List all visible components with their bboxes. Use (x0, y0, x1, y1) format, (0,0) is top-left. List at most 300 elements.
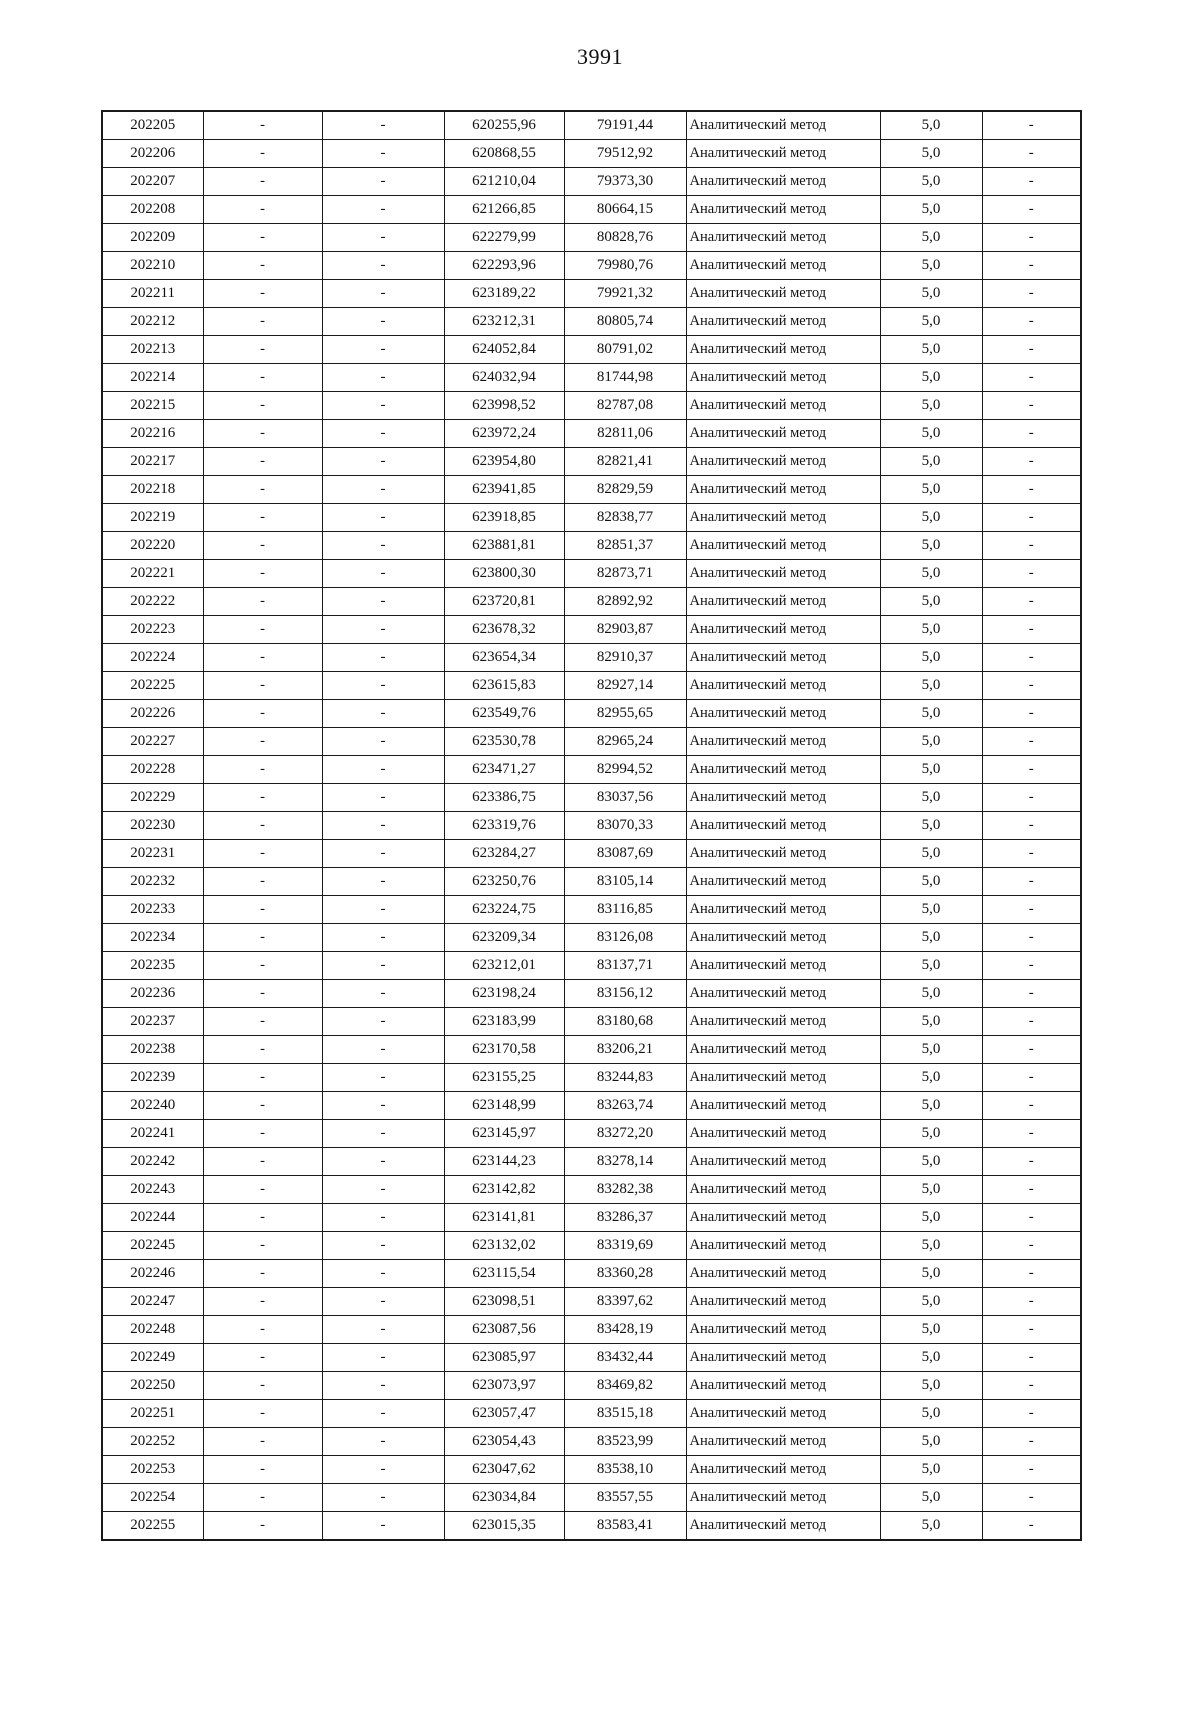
method-cell: Аналитический метод (686, 504, 880, 532)
point-number-cell: 202243 (102, 1176, 203, 1204)
method-cell: Аналитический метод (686, 616, 880, 644)
method-cell: Аналитический метод (686, 672, 880, 700)
accuracy-cell: 5,0 (880, 1344, 982, 1372)
table-row (102, 504, 1081, 532)
table-row (102, 700, 1081, 728)
x-coordinate-cell: 623720,81 (444, 588, 564, 616)
point-number-cell: 202237 (102, 1008, 203, 1036)
y-coordinate-cell: 83037,56 (564, 784, 686, 812)
table-row (102, 308, 1081, 336)
point-number-cell: 202211 (102, 280, 203, 308)
y-coordinate-cell: 83105,14 (564, 868, 686, 896)
empty-value-cell: - (982, 308, 1081, 336)
accuracy-cell: 5,0 (880, 1372, 982, 1400)
empty-value-cell: - (322, 952, 444, 980)
accuracy-cell: 5,0 (880, 280, 982, 308)
accuracy-cell: 5,0 (880, 952, 982, 980)
empty-value-cell: - (322, 1428, 444, 1456)
x-coordinate-cell: 622279,99 (444, 224, 564, 252)
point-number-cell: 202207 (102, 168, 203, 196)
accuracy-cell: 5,0 (880, 728, 982, 756)
table-row (102, 252, 1081, 280)
empty-value-cell: - (203, 1120, 322, 1148)
y-coordinate-cell: 83538,10 (564, 1456, 686, 1484)
method-cell: Аналитический метод (686, 1064, 880, 1092)
method-cell: Аналитический метод (686, 1148, 880, 1176)
table-row (102, 1120, 1081, 1148)
empty-value-cell: - (982, 924, 1081, 952)
empty-value-cell: - (982, 280, 1081, 308)
empty-value-cell: - (982, 980, 1081, 1008)
empty-value-cell: - (982, 168, 1081, 196)
accuracy-cell: 5,0 (880, 1316, 982, 1344)
empty-value-cell: - (982, 868, 1081, 896)
empty-value-cell: - (203, 1204, 322, 1232)
table-row (102, 588, 1081, 616)
empty-value-cell: - (982, 1176, 1081, 1204)
x-coordinate-cell: 623034,84 (444, 1484, 564, 1512)
point-number-cell: 202210 (102, 252, 203, 280)
method-cell: Аналитический метод (686, 1456, 880, 1484)
point-number-cell: 202255 (102, 1512, 203, 1541)
x-coordinate-cell: 623145,97 (444, 1120, 564, 1148)
accuracy-cell: 5,0 (880, 1064, 982, 1092)
empty-value-cell: - (322, 1036, 444, 1064)
empty-value-cell: - (982, 588, 1081, 616)
x-coordinate-cell: 623047,62 (444, 1456, 564, 1484)
accuracy-cell: 5,0 (880, 476, 982, 504)
point-number-cell: 202250 (102, 1372, 203, 1400)
point-number-cell: 202233 (102, 896, 203, 924)
empty-value-cell: - (322, 504, 444, 532)
empty-value-cell: - (322, 1372, 444, 1400)
point-number-cell: 202209 (102, 224, 203, 252)
accuracy-cell: 5,0 (880, 196, 982, 224)
empty-value-cell: - (322, 644, 444, 672)
y-coordinate-cell: 82821,41 (564, 448, 686, 476)
method-cell: Аналитический метод (686, 1344, 880, 1372)
method-cell: Аналитический метод (686, 1428, 880, 1456)
empty-value-cell: - (322, 392, 444, 420)
table-row (102, 476, 1081, 504)
point-number-cell: 202230 (102, 812, 203, 840)
x-coordinate-cell: 623085,97 (444, 1344, 564, 1372)
x-coordinate-cell: 620255,96 (444, 111, 564, 140)
empty-value-cell: - (322, 616, 444, 644)
point-number-cell: 202216 (102, 420, 203, 448)
y-coordinate-cell: 83397,62 (564, 1288, 686, 1316)
accuracy-cell: 5,0 (880, 448, 982, 476)
table-row (102, 532, 1081, 560)
table-row (102, 672, 1081, 700)
empty-value-cell: - (982, 252, 1081, 280)
y-coordinate-cell: 83428,19 (564, 1316, 686, 1344)
x-coordinate-cell: 623319,76 (444, 812, 564, 840)
table-row (102, 896, 1081, 924)
y-coordinate-cell: 79921,32 (564, 280, 686, 308)
empty-value-cell: - (982, 1120, 1081, 1148)
accuracy-cell: 5,0 (880, 1512, 982, 1541)
empty-value-cell: - (322, 700, 444, 728)
point-number-cell: 202214 (102, 364, 203, 392)
empty-value-cell: - (322, 420, 444, 448)
empty-value-cell: - (982, 224, 1081, 252)
empty-value-cell: - (203, 224, 322, 252)
x-coordinate-cell: 623998,52 (444, 392, 564, 420)
y-coordinate-cell: 83583,41 (564, 1512, 686, 1541)
empty-value-cell: - (322, 1120, 444, 1148)
point-number-cell: 202245 (102, 1232, 203, 1260)
y-coordinate-cell: 83523,99 (564, 1428, 686, 1456)
empty-value-cell: - (322, 308, 444, 336)
method-cell: Аналитический метод (686, 196, 880, 224)
table-row (102, 1512, 1081, 1541)
accuracy-cell: 5,0 (880, 616, 982, 644)
table-row (102, 140, 1081, 168)
point-number-cell: 202252 (102, 1428, 203, 1456)
x-coordinate-cell: 623141,81 (444, 1204, 564, 1232)
accuracy-cell: 5,0 (880, 420, 982, 448)
empty-value-cell: - (203, 896, 322, 924)
page-number: 3991 (577, 44, 623, 69)
table-row (102, 1484, 1081, 1512)
y-coordinate-cell: 82965,24 (564, 728, 686, 756)
accuracy-cell: 5,0 (880, 140, 982, 168)
empty-value-cell: - (203, 700, 322, 728)
empty-value-cell: - (322, 336, 444, 364)
empty-value-cell: - (982, 111, 1081, 140)
point-number-cell: 202221 (102, 560, 203, 588)
empty-value-cell: - (982, 140, 1081, 168)
x-coordinate-cell: 623170,58 (444, 1036, 564, 1064)
x-coordinate-cell: 623148,99 (444, 1092, 564, 1120)
table-row (102, 644, 1081, 672)
table-row (102, 1064, 1081, 1092)
empty-value-cell: - (322, 1008, 444, 1036)
empty-value-cell: - (203, 364, 322, 392)
x-coordinate-cell: 623144,23 (444, 1148, 564, 1176)
empty-value-cell: - (322, 980, 444, 1008)
y-coordinate-cell: 79191,44 (564, 111, 686, 140)
empty-value-cell: - (322, 168, 444, 196)
empty-value-cell: - (203, 588, 322, 616)
accuracy-cell: 5,0 (880, 336, 982, 364)
empty-value-cell: - (203, 672, 322, 700)
empty-value-cell: - (322, 140, 444, 168)
empty-value-cell: - (322, 280, 444, 308)
x-coordinate-cell: 623209,34 (444, 924, 564, 952)
y-coordinate-cell: 83070,33 (564, 812, 686, 840)
point-number-cell: 202238 (102, 1036, 203, 1064)
x-coordinate-cell: 623800,30 (444, 560, 564, 588)
accuracy-cell: 5,0 (880, 784, 982, 812)
point-number-cell: 202241 (102, 1120, 203, 1148)
x-coordinate-cell: 623250,76 (444, 868, 564, 896)
y-coordinate-cell: 83469,82 (564, 1372, 686, 1400)
accuracy-cell: 5,0 (880, 672, 982, 700)
point-number-cell: 202234 (102, 924, 203, 952)
table-row (102, 756, 1081, 784)
method-cell: Аналитический метод (686, 308, 880, 336)
point-number-cell: 202231 (102, 840, 203, 868)
accuracy-cell: 5,0 (880, 896, 982, 924)
x-coordinate-cell: 623054,43 (444, 1428, 564, 1456)
empty-value-cell: - (322, 588, 444, 616)
empty-value-cell: - (322, 476, 444, 504)
method-cell: Аналитический метод (686, 1260, 880, 1288)
method-cell: Аналитический метод (686, 168, 880, 196)
accuracy-cell: 5,0 (880, 1120, 982, 1148)
point-number-cell: 202242 (102, 1148, 203, 1176)
method-cell: Аналитический метод (686, 364, 880, 392)
x-coordinate-cell: 623189,22 (444, 280, 564, 308)
method-cell: Аналитический метод (686, 728, 880, 756)
empty-value-cell: - (322, 1204, 444, 1232)
empty-value-cell: - (203, 1008, 322, 1036)
empty-value-cell: - (322, 111, 444, 140)
method-cell: Аналитический метод (686, 336, 880, 364)
empty-value-cell: - (982, 1372, 1081, 1400)
table-row (102, 1372, 1081, 1400)
x-coordinate-cell: 623212,01 (444, 952, 564, 980)
x-coordinate-cell: 623132,02 (444, 1232, 564, 1260)
accuracy-cell: 5,0 (880, 1176, 982, 1204)
table-row (102, 812, 1081, 840)
y-coordinate-cell: 82994,52 (564, 756, 686, 784)
x-coordinate-cell: 623057,47 (444, 1400, 564, 1428)
point-number-cell: 202226 (102, 700, 203, 728)
method-cell: Аналитический метод (686, 1008, 880, 1036)
method-cell: Аналитический метод (686, 756, 880, 784)
empty-value-cell: - (982, 616, 1081, 644)
empty-value-cell: - (982, 1232, 1081, 1260)
empty-value-cell: - (982, 672, 1081, 700)
empty-value-cell: - (203, 840, 322, 868)
method-cell: Аналитический метод (686, 532, 880, 560)
empty-value-cell: - (982, 700, 1081, 728)
empty-value-cell: - (322, 532, 444, 560)
accuracy-cell: 5,0 (880, 1148, 982, 1176)
y-coordinate-cell: 79373,30 (564, 168, 686, 196)
y-coordinate-cell: 83282,38 (564, 1176, 686, 1204)
method-cell: Аналитический метод (686, 448, 880, 476)
method-cell: Аналитический метод (686, 1372, 880, 1400)
empty-value-cell: - (322, 1456, 444, 1484)
empty-value-cell: - (203, 1288, 322, 1316)
x-coordinate-cell: 622293,96 (444, 252, 564, 280)
empty-value-cell: - (203, 1176, 322, 1204)
empty-value-cell: - (982, 1428, 1081, 1456)
empty-value-cell: - (203, 1512, 322, 1541)
table-row (102, 1176, 1081, 1204)
method-cell: Аналитический метод (686, 392, 880, 420)
empty-value-cell: - (322, 1232, 444, 1260)
y-coordinate-cell: 83360,28 (564, 1260, 686, 1288)
y-coordinate-cell: 82787,08 (564, 392, 686, 420)
empty-value-cell: - (203, 111, 322, 140)
table-row (102, 1400, 1081, 1428)
table-row (102, 924, 1081, 952)
y-coordinate-cell: 83432,44 (564, 1344, 686, 1372)
empty-value-cell: - (322, 252, 444, 280)
empty-value-cell: - (982, 1512, 1081, 1541)
y-coordinate-cell: 82910,37 (564, 644, 686, 672)
y-coordinate-cell: 83087,69 (564, 840, 686, 868)
method-cell: Аналитический метод (686, 1512, 880, 1541)
table-row (102, 1204, 1081, 1232)
point-number-cell: 202227 (102, 728, 203, 756)
empty-value-cell: - (322, 1064, 444, 1092)
table-row (102, 1092, 1081, 1120)
empty-value-cell: - (322, 812, 444, 840)
y-coordinate-cell: 82829,59 (564, 476, 686, 504)
y-coordinate-cell: 82955,65 (564, 700, 686, 728)
empty-value-cell: - (982, 1036, 1081, 1064)
y-coordinate-cell: 83156,12 (564, 980, 686, 1008)
empty-value-cell: - (322, 1092, 444, 1120)
empty-value-cell: - (203, 476, 322, 504)
y-coordinate-cell: 80805,74 (564, 308, 686, 336)
x-coordinate-cell: 623212,31 (444, 308, 564, 336)
empty-value-cell: - (203, 168, 322, 196)
empty-value-cell: - (203, 336, 322, 364)
accuracy-cell: 5,0 (880, 252, 982, 280)
method-cell: Аналитический метод (686, 1316, 880, 1344)
y-coordinate-cell: 83319,69 (564, 1232, 686, 1260)
method-cell: Аналитический метод (686, 1484, 880, 1512)
method-cell: Аналитический метод (686, 111, 880, 140)
table-row (102, 840, 1081, 868)
empty-value-cell: - (982, 196, 1081, 224)
point-number-cell: 202228 (102, 756, 203, 784)
table-row (102, 952, 1081, 980)
x-coordinate-cell: 621266,85 (444, 196, 564, 224)
y-coordinate-cell: 82811,06 (564, 420, 686, 448)
y-coordinate-cell: 81744,98 (564, 364, 686, 392)
method-cell: Аналитический метод (686, 560, 880, 588)
empty-value-cell: - (982, 336, 1081, 364)
empty-value-cell: - (203, 756, 322, 784)
x-coordinate-cell: 623678,32 (444, 616, 564, 644)
empty-value-cell: - (322, 672, 444, 700)
method-cell: Аналитический метод (686, 896, 880, 924)
table-row (102, 336, 1081, 364)
point-number-cell: 202254 (102, 1484, 203, 1512)
table-row (102, 392, 1081, 420)
empty-value-cell: - (203, 1092, 322, 1120)
table-row (102, 448, 1081, 476)
empty-value-cell: - (203, 1484, 322, 1512)
empty-value-cell: - (322, 840, 444, 868)
empty-value-cell: - (203, 616, 322, 644)
empty-value-cell: - (982, 756, 1081, 784)
accuracy-cell: 5,0 (880, 1484, 982, 1512)
table-row (102, 111, 1081, 140)
accuracy-cell: 5,0 (880, 1400, 982, 1428)
table-row (102, 784, 1081, 812)
empty-value-cell: - (203, 420, 322, 448)
accuracy-cell: 5,0 (880, 1288, 982, 1316)
empty-value-cell: - (203, 504, 322, 532)
accuracy-cell: 5,0 (880, 840, 982, 868)
accuracy-cell: 5,0 (880, 924, 982, 952)
y-coordinate-cell: 83126,08 (564, 924, 686, 952)
point-number-cell: 202220 (102, 532, 203, 560)
accuracy-cell: 5,0 (880, 1428, 982, 1456)
y-coordinate-cell: 82892,92 (564, 588, 686, 616)
point-number-cell: 202224 (102, 644, 203, 672)
y-coordinate-cell: 83278,14 (564, 1148, 686, 1176)
table-row (102, 1344, 1081, 1372)
point-number-cell: 202229 (102, 784, 203, 812)
empty-value-cell: - (982, 420, 1081, 448)
x-coordinate-cell: 623471,27 (444, 756, 564, 784)
y-coordinate-cell: 82851,37 (564, 532, 686, 560)
empty-value-cell: - (982, 812, 1081, 840)
accuracy-cell: 5,0 (880, 812, 982, 840)
accuracy-cell: 5,0 (880, 111, 982, 140)
method-cell: Аналитический метод (686, 1204, 880, 1232)
empty-value-cell: - (322, 1344, 444, 1372)
x-coordinate-cell: 623881,81 (444, 532, 564, 560)
empty-value-cell: - (203, 952, 322, 980)
empty-value-cell: - (203, 1148, 322, 1176)
method-cell: Аналитический метод (686, 252, 880, 280)
empty-value-cell: - (203, 1260, 322, 1288)
y-coordinate-cell: 83263,74 (564, 1092, 686, 1120)
empty-value-cell: - (982, 784, 1081, 812)
table-row (102, 616, 1081, 644)
empty-value-cell: - (982, 952, 1081, 980)
method-cell: Аналитический метод (686, 840, 880, 868)
method-cell: Аналитический метод (686, 700, 880, 728)
y-coordinate-cell: 83180,68 (564, 1008, 686, 1036)
empty-value-cell: - (982, 1204, 1081, 1232)
x-coordinate-cell: 623654,34 (444, 644, 564, 672)
empty-value-cell: - (203, 140, 322, 168)
empty-value-cell: - (322, 448, 444, 476)
y-coordinate-cell: 80828,76 (564, 224, 686, 252)
method-cell: Аналитический метод (686, 980, 880, 1008)
method-cell: Аналитический метод (686, 644, 880, 672)
table-row (102, 1008, 1081, 1036)
accuracy-cell: 5,0 (880, 980, 982, 1008)
table-row (102, 1036, 1081, 1064)
empty-value-cell: - (203, 1064, 322, 1092)
y-coordinate-cell: 82838,77 (564, 504, 686, 532)
accuracy-cell: 5,0 (880, 644, 982, 672)
empty-value-cell: - (203, 728, 322, 756)
y-coordinate-cell: 83557,55 (564, 1484, 686, 1512)
point-number-cell: 202251 (102, 1400, 203, 1428)
empty-value-cell: - (982, 1092, 1081, 1120)
empty-value-cell: - (203, 196, 322, 224)
empty-value-cell: - (982, 560, 1081, 588)
accuracy-cell: 5,0 (880, 560, 982, 588)
x-coordinate-cell: 623115,54 (444, 1260, 564, 1288)
point-number-cell: 202217 (102, 448, 203, 476)
accuracy-cell: 5,0 (880, 392, 982, 420)
empty-value-cell: - (322, 896, 444, 924)
empty-value-cell: - (982, 532, 1081, 560)
x-coordinate-cell: 623615,83 (444, 672, 564, 700)
table-row (102, 280, 1081, 308)
point-number-cell: 202240 (102, 1092, 203, 1120)
y-coordinate-cell: 83116,85 (564, 896, 686, 924)
x-coordinate-cell: 624052,84 (444, 336, 564, 364)
x-coordinate-cell: 623015,35 (444, 1512, 564, 1541)
point-number-cell: 202208 (102, 196, 203, 224)
